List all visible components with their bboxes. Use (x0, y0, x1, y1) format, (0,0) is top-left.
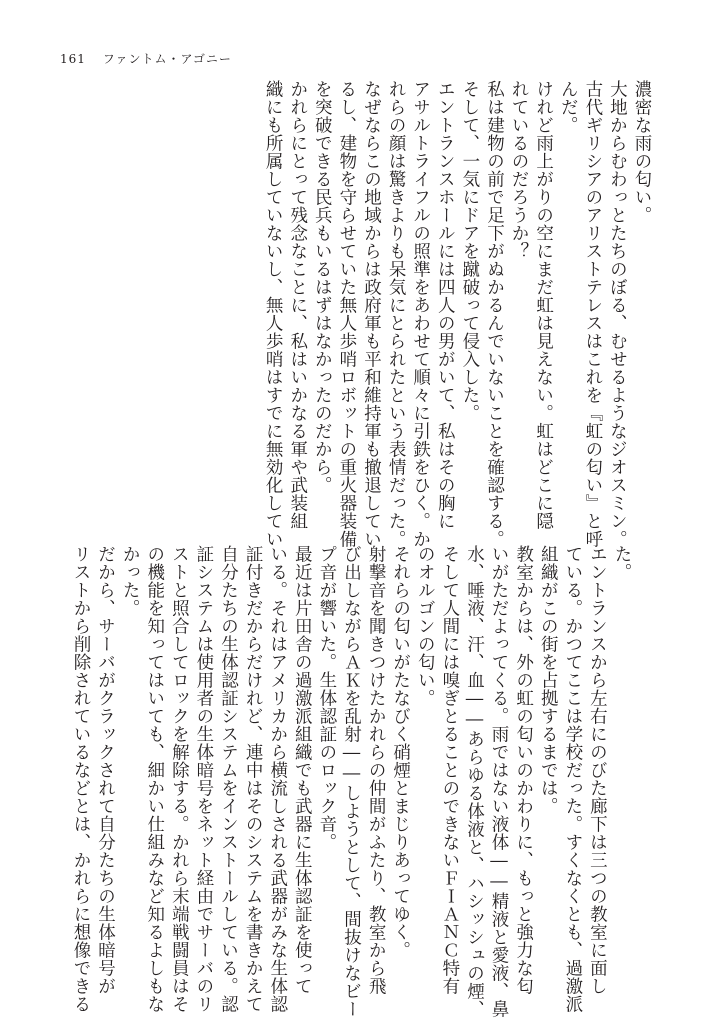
text-line: そして人間には嗅ぎとることのできないＦＩＡＮＣ特有 (439, 545, 460, 995)
text-line: を突破できる民兵もいるはずはなかったのだから。 (312, 80, 333, 494)
text-line: れているのだろうか？ (509, 80, 530, 260)
text-line: いる。それはアメリカから横流しされる武器がみな生体認 (267, 545, 288, 1013)
text-line: ている。かつてここは学校だった。すくなくとも、過激派 (562, 545, 583, 1013)
text-line: 証システムは使用者の生体暗号をネット経由でサーバのリ (193, 545, 214, 1013)
text-line: の機能を知ってはいても、細かい仕組みなど知るよしもな (144, 545, 165, 1013)
text-line: だから、サーバがクラックされて自分たちの生体暗号が (95, 545, 116, 995)
text-line: エントランスホールには四人の男がいて、私はその胸に (435, 80, 456, 530)
text-line: 古代ギリシアのアリストテレスはこれを『虹の匂い』と呼 (582, 80, 603, 548)
text-line: アサルトライフルの照準をあわせて順々に引鉄をひく。か (410, 80, 431, 548)
lower-text-block (68, 545, 634, 1018)
text-line: エントランスから左右にのびた廊下は三つの教室に面し (587, 545, 608, 995)
text-line: そして、一気にドアを蹴破って侵入した。 (459, 80, 480, 422)
page-number: 161 (60, 52, 86, 66)
running-header (60, 50, 232, 67)
text-line: び出しながらＡＫを乱射――しようとして、間抜けなビー (341, 545, 362, 1018)
upper-text-block (261, 80, 655, 548)
text-line: 私は建物の前で足下がぬかるんでいないことを確認する。 (484, 80, 505, 548)
running-title: ファントム・アゴニー (102, 52, 232, 66)
text-line: れらの顔は驚きよりも呆気にとられたという表情だった。 (386, 80, 407, 548)
text-line: のオルゴンの匂い。 (415, 545, 436, 707)
text-line: 射撃音を聞きつけたかれらの仲間がふたり、教室から飛 (366, 545, 387, 995)
text-line: 組織がこの街を占拠するまでは。 (538, 545, 559, 815)
text-line: それらの匂いがたなびく硝煙とまじりあってゆく。 (390, 545, 411, 959)
text-line: 水、唾液、汗、血――あらゆる体液と、ハシッシュの煙、 (464, 545, 485, 1018)
text-line: かれらにとって残念なことに、私はいかなる軍や武装組 (287, 80, 308, 530)
text-line: 最近は片田舎の過激派組織でも武器に生体認証を使って (292, 545, 313, 995)
text-line: 大地からむわっとたちのぼる、むせるようなジオスミン。 (607, 80, 628, 548)
text-line: 織にも所属していないし、無人歩哨はすでに無効化してい (263, 80, 284, 548)
text-line: 濃密な雨の匂い。 (632, 80, 652, 224)
text-line: けれど雨上がりの空にまだ虹は見えない。虹はどこに隠 (533, 80, 554, 530)
text-line: 証付きだからだけれど、連中はそのシステムを書きかえて (243, 545, 264, 1013)
text-line: 自分たちの生体認証システムをインストールしている。認 (218, 545, 239, 1013)
text-line: リストから削除されているなどとは、かれらに想像できる (70, 545, 91, 1013)
text-line: た。 (612, 545, 632, 581)
text-line: ストと照合してロックを解除する。かれら末端戦闘員はそ (169, 545, 190, 1013)
text-line: るし、建物を守らせていた無人歩哨ロボットの重火器装備 (336, 80, 357, 548)
text-line: んだ。 (558, 80, 579, 134)
text-line: 教室からは、外の虹の匂いのかわりに、もっと強力な匂 (513, 545, 534, 995)
text-line: かった。 (120, 545, 141, 617)
text-line: いがただよってくる。雨ではない液体――精液と愛液、鼻 (489, 545, 510, 1018)
text-line: なぜならこの地域からは政府軍も平和維持軍も撤退してい (361, 80, 382, 548)
text-line: プ音が響いた。生体認証のロック音。 (316, 545, 337, 851)
